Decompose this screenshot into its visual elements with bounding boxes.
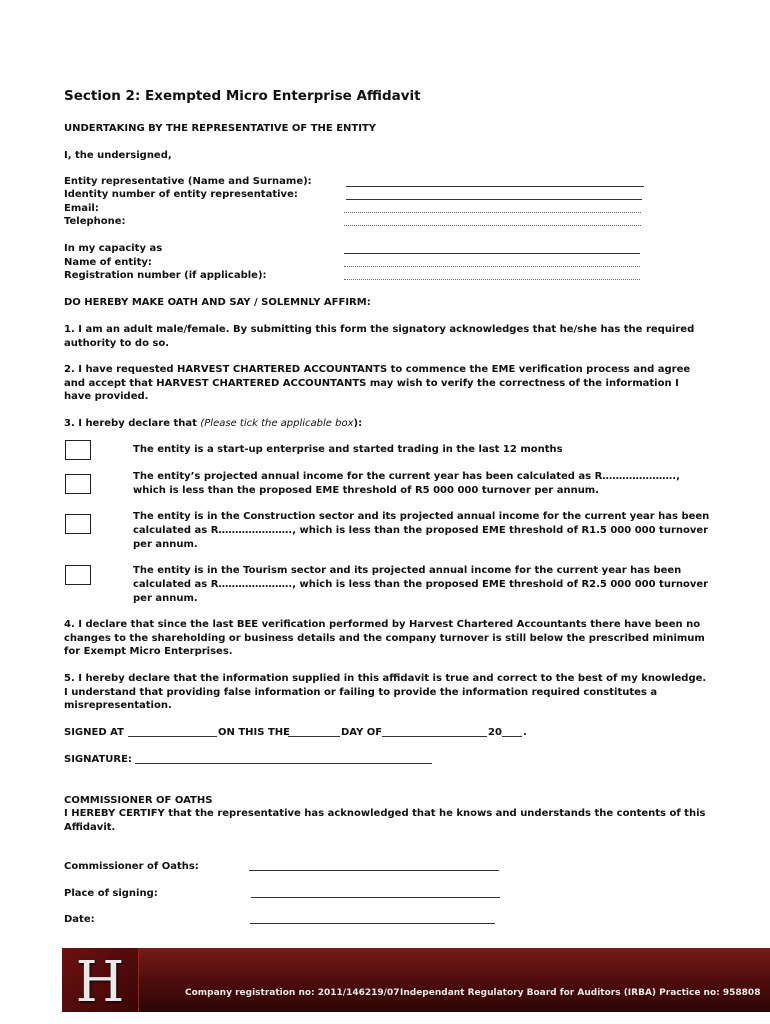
signed-label: SIGNED AT [64,727,124,738]
signature-label: SIGNATURE: [64,754,132,765]
signed-end: . [523,727,527,738]
checkbox-tourism[interactable] [65,565,91,585]
para3-suffix: ): [353,418,363,429]
undersigned-text: I, the undersigned, [64,150,172,161]
day-field[interactable] [288,736,340,737]
place-label: Place of signing: [64,888,158,899]
para3-note: (Please tick the applicable box [200,418,354,429]
option-income: The entity’s projected annual income for the current year has been calculated as R…………………., which is less than the proposed EME threshold of R5 000 000 turnover per annum. [133,471,680,496]
paragraph-4: 4. I declare that since the last BEE verification performed by Harvest Chartered Accountants there have been no changes to the shareholding or business details and the company turnover is still below the prescribed minimum for Exempt Micro Enterprises. [64,619,705,657]
entity-name-label: Name of entity: [64,257,152,268]
rep-name-label: Entity representative (Name and Surname): [64,176,312,187]
checkbox-startup[interactable] [65,440,91,460]
registration-label: Registration number (if applicable): [64,270,267,281]
commissioner-name-label: Commissioner of Oaths: [64,861,199,872]
day-of-label: DAY OF [341,727,383,738]
entity-name-field[interactable] [344,266,640,267]
paragraph-1: 1. I am an adult male/female. By submitting this form the signatory acknowledges that he/she has the required authority to do so. [64,324,695,349]
oath-heading: DO HEREBY MAKE OATH AND SAY / SOLEMNLY AFFIRM: [64,297,371,308]
month-field[interactable] [382,736,487,737]
commissioner-certify: I HEREBY CERTIFY that the representative has acknowledged that he knows and understands the contents of this Affidavit. [64,808,706,833]
year-label: 20 [488,727,502,738]
rep-name-field[interactable] [346,186,644,187]
paragraph-3 [64,417,362,431]
email-field[interactable] [344,212,641,213]
logo-letter: H [75,950,125,1015]
signed-at-field[interactable] [128,736,217,737]
year-field[interactable] [502,736,522,737]
paragraph-2: 2. I have requested HARVEST CHARTERED ACCOUNTANTS to commence the EME verification process and agree and accept that HARVEST CHARTERED ACCOUNTANTS may wish to verify the correctness of the information I have provided. [64,364,691,402]
undertaking-heading: UNDERTAKING BY THE REPRESENTATIVE OF THE ENTITY [64,123,377,134]
rep-id-field[interactable] [346,199,642,200]
checkbox-income[interactable] [65,474,91,494]
company-logo [62,948,139,1015]
capacity-field[interactable] [344,253,640,254]
registration-field[interactable] [344,279,640,280]
telephone-field[interactable] [344,225,641,226]
capacity-label: In my capacity as [64,243,163,254]
option-tourism: The entity is in the Tourism sector and its projected annual income for the current year has been calculated as R…………………., which is less than the proposed EME threshold of R2.5 000 000 turnover per annum. [133,565,709,604]
telephone-label: Telephone: [64,216,126,227]
company-registration: Company registration no: 2011/146219/07 [185,988,400,998]
commissioner-heading: COMMISSIONER OF OATHS [64,795,213,806]
checkbox-construction[interactable] [65,514,91,534]
email-label: Email: [64,203,99,214]
commissioner-name-field[interactable] [249,870,499,871]
option-startup: The entity is a start-up enterprise and started trading in the last 12 months [133,444,563,455]
rep-id-label: Identity number of entity representative: [64,189,298,200]
date-field[interactable] [250,923,495,924]
on-this-the-label: ON THIS THE [218,727,290,738]
para3-prefix: 3. I hereby declare that [64,418,201,429]
footer-banner [62,948,770,1015]
option-construction: The entity is in the Construction sector and its projected annual income for the current year has been calculated as R…………………., which is less than the proposed EME threshold of R1.5 000 000 turnover per annum. [133,511,710,550]
paragraph-5: 5. I hereby declare that the information supplied in this affidavit is true and correct to the best of my knowledge. I understand that providing false information or failing to provide the information required constitutes a misrepresentation. [64,673,707,711]
place-field[interactable] [251,897,500,898]
signature-field[interactable] [135,763,432,764]
page-title: Section 2: Exempted Micro Enterprise Affidavit [64,88,421,104]
date-label: Date: [64,914,95,925]
irba-practice: Independant Regulatory Board for Auditors (IRBA) Practice no: 958808 [400,988,761,998]
